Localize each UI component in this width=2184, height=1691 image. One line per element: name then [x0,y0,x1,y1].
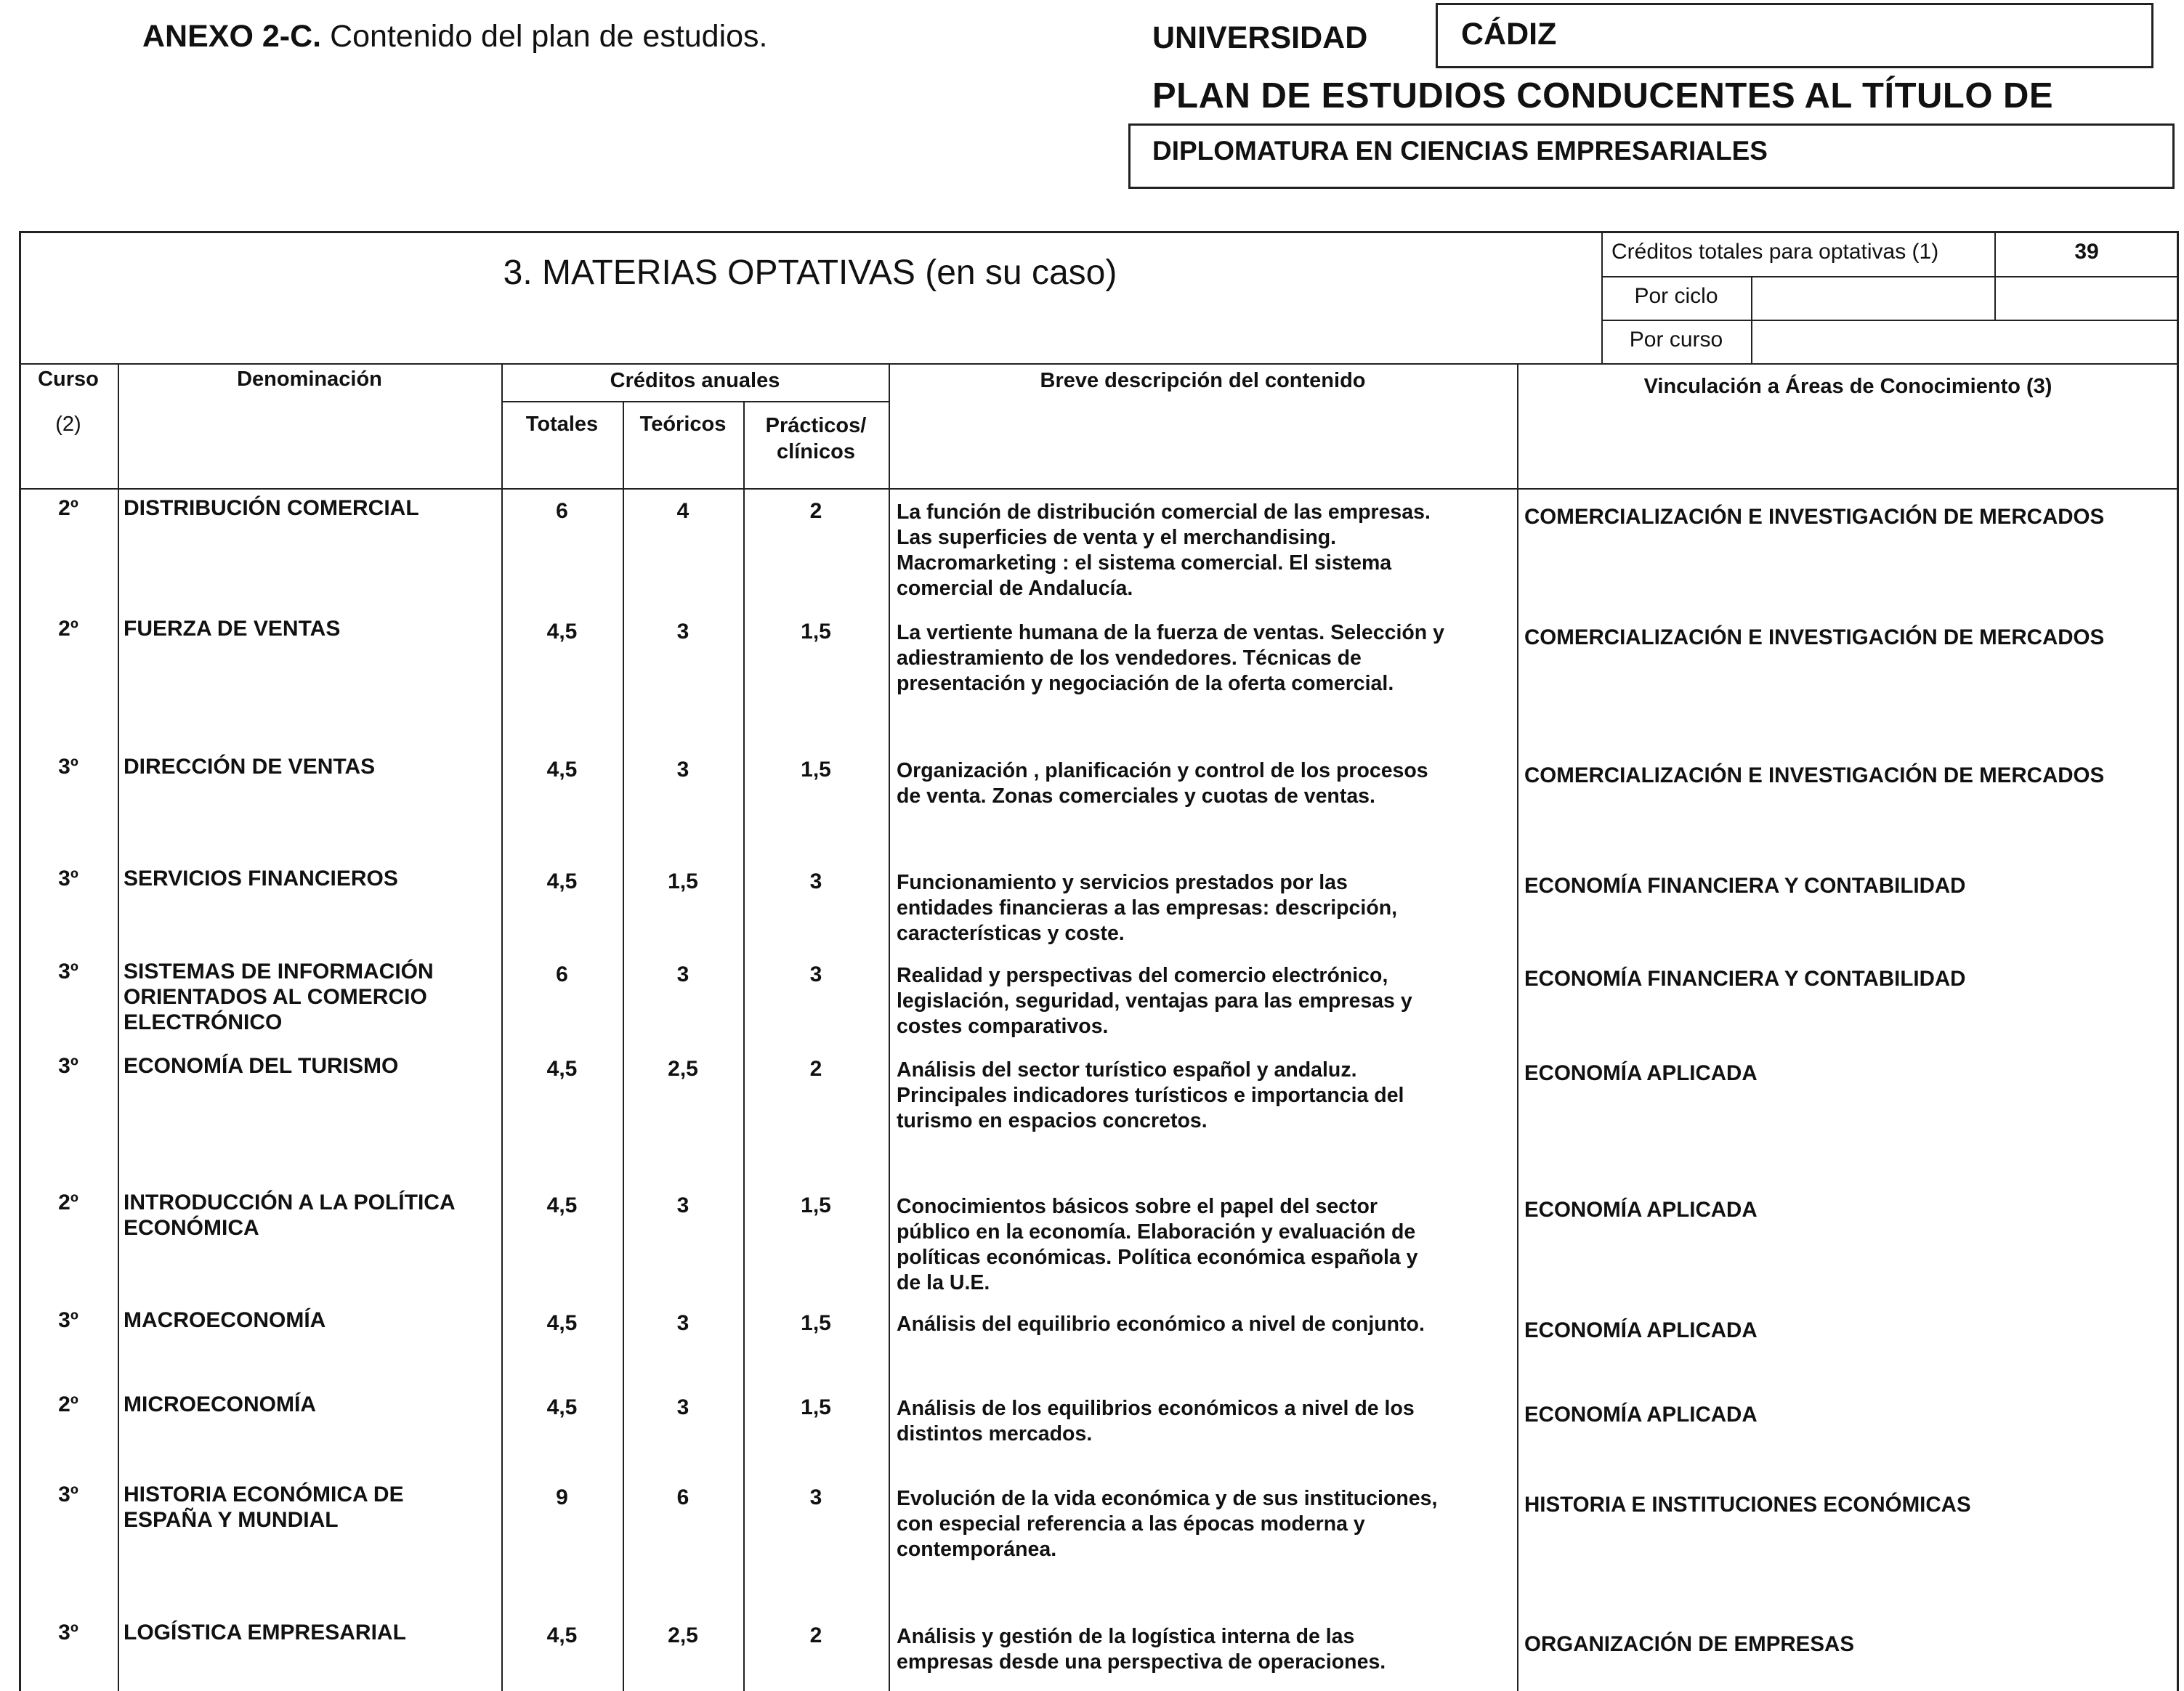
row-descripcion [897,1624,1514,1675]
row-descripcion [897,1312,1514,1337]
row-descripcion-line: Las superficies de venta y el merchandising. [897,526,1337,549]
grid-line [1994,276,1996,320]
row-denominacion [124,959,494,1035]
university-label: UNIVERSIDAD [1152,20,1368,55]
row-descripcion-line: Evolución de la vida económica y de sus instituciones, [897,1487,1438,1510]
row-descripcion-line: políticas económicas. Política económica española y [897,1246,1418,1269]
row-area-conocimiento: HISTORIA E INSTITUCIONES ECONÓMICAS [1524,1493,1971,1517]
row-creditos-teoricos: 1,5 [668,869,698,893]
annex-text: Contenido del plan de estudios. [330,19,768,54]
row-denominacion-line: MACROECONOMÍA [124,1308,326,1332]
row-denominacion-line: DISTRIBUCIÓN COMERCIAL [124,496,419,520]
row-descripcion-line: presentación y negociación de la oferta comercial. [897,672,1394,695]
row-area-conocimiento: COMERCIALIZACIÓN E INVESTIGACIÓN DE MERCADOS [1524,625,2105,649]
grid-line [501,401,889,402]
row-curso: 2º [58,496,78,520]
row-descripcion-line: Realidad y perspectivas del comercio electrónico, [897,964,1388,987]
row-descripcion-line: contemporánea. [897,1538,1057,1561]
row-descripcion-line: Macromarketing : el sistema comercial. El sistema [897,551,1392,575]
row-creditos-practicos: 2 [809,1623,822,1647]
row-descripcion-line: empresas desde una perspectiva de operaciones. [897,1650,1386,1674]
per-course-label: Por curso [1629,328,1723,352]
row-creditos-practicos: 1,5 [801,1311,831,1335]
row-creditos-teoricos: 2,5 [668,1623,698,1647]
row-creditos-teoricos: 3 [676,1395,689,1419]
row-denominacion [124,866,494,891]
row-descripcion-line: legislación, seguridad, ventajas para las empresas y [897,989,1412,1013]
row-descripcion-line: Funcionamiento y servicios prestados por las [897,871,1348,894]
col-header-curso-note: (2) [55,413,81,436]
row-denominacion [124,1053,494,1079]
row-curso: 3º [58,867,78,891]
plan-title: PLAN DE ESTUDIOS CONDUCENTES AL TÍTULO DE [1152,76,2054,115]
row-creditos-practicos: 3 [809,1485,822,1509]
col-header-practicos-line2: clínicos [777,440,855,463]
row-creditos-practicos: 3 [809,962,822,986]
row-descripcion-line: Conocimientos básicos sobre el papel del sector [897,1195,1378,1218]
row-creditos-teoricos: 2,5 [668,1057,698,1081]
row-descripcion [897,1396,1514,1447]
row-creditos-teoricos: 6 [676,1485,689,1509]
row-curso: 3º [58,755,78,779]
row-denominacion [124,1190,494,1241]
row-curso: 3º [58,1621,78,1645]
degree-title-box [1128,123,2175,189]
university-value: CÁDIZ [1461,17,1557,52]
row-creditos-practicos: 1,5 [801,1193,831,1217]
row-denominacion-line: ORIENTADOS AL COMERCIO [124,985,427,1009]
row-denominacion-line: SERVICIOS FINANCIEROS [124,867,398,891]
row-descripcion [897,870,1514,946]
row-creditos-totales: 4,5 [546,1623,578,1647]
row-curso: 2º [58,1191,78,1214]
row-creditos-teoricos: 3 [676,758,689,782]
row-descripcion-line: características y coste. [897,922,1125,945]
row-creditos-practicos: 3 [809,869,822,893]
row-denominacion-line: INTRODUCCIÓN A LA POLÍTICA [124,1191,456,1214]
col-header-practicos-line1: Prácticos/ [765,414,867,437]
row-denominacion [124,495,494,521]
row-descripcion [897,1486,1514,1562]
annex-heading [142,19,768,54]
row-creditos-teoricos: 3 [676,620,689,644]
row-curso: 3º [58,1483,78,1507]
row-denominacion-line: SISTEMAS DE INFORMACIÓN [124,960,434,984]
row-denominacion-line: DIRECCIÓN DE VENTAS [124,755,376,779]
row-descripcion-line: Principales indicadores turísticos e importancia del [897,1084,1404,1107]
row-creditos-totales: 9 [556,1485,568,1509]
row-curso: 2º [58,1392,78,1416]
row-descripcion-line: comercial de Andalucía. [897,577,1133,600]
row-curso: 3º [58,960,78,984]
row-descripcion-line: Análisis del equilibrio económico a nivel de conjunto. [897,1313,1425,1336]
grid-line [19,363,2179,365]
col-header-vinculacion: Vinculación a Áreas de Conocimiento (3) [1643,375,2052,398]
row-descripcion [897,963,1514,1039]
row-descripcion-line: distintos mercados. [897,1422,1093,1445]
col-header-practicos [743,413,889,465]
row-denominacion [124,1392,494,1417]
row-denominacion-line: ECONOMÍA DEL TURISMO [124,1054,399,1078]
row-descripcion [897,620,1514,697]
row-creditos-totales: 4,5 [546,1395,578,1419]
total-credits-label: Créditos totales para optativas (1) [1611,240,1939,264]
university-box [1436,3,2153,68]
row-area-conocimiento: ECONOMÍA APLICADA [1524,1061,1758,1085]
row-descripcion-line: La función de distribución comercial de las empresas. [897,500,1431,524]
row-creditos-totales: 6 [556,962,568,986]
row-curso: 3º [58,1308,78,1332]
degree-title-value: DIPLOMATURA EN CIENCIAS EMPRESARIALES [1152,136,1768,166]
row-area-conocimiento: ECONOMÍA APLICADA [1524,1403,1758,1427]
row-area-conocimiento: ECONOMÍA APLICADA [1524,1318,1758,1342]
row-creditos-totales: 4,5 [546,758,578,782]
row-descripcion [897,1058,1514,1134]
section-title: 3. MATERIAS OPTATIVAS (en su caso) [503,254,1117,292]
row-descripcion-line: Análisis del sector turístico español y andaluz. [897,1058,1357,1082]
total-credits-value: 39 [2074,240,2099,264]
row-denominacion-line: ESPAÑA Y MUNDIAL [124,1508,339,1532]
col-header-teoricos: Teóricos [639,413,727,436]
row-creditos-totales: 4,5 [546,1311,578,1335]
row-area-conocimiento: ECONOMÍA APLICADA [1524,1198,1758,1222]
row-descripcion-line: Organización , planificación y control de los procesos [897,759,1428,782]
row-creditos-totales: 4,5 [546,620,578,644]
row-descripcion-line: de venta. Zonas comerciales y cuotas de ventas. [897,784,1375,808]
row-denominacion-line: HISTORIA ECONÓMICA DE [124,1483,404,1507]
row-descripcion-line: costes comparativos. [897,1015,1109,1038]
row-denominacion-line: LOGÍSTICA EMPRESARIAL [124,1621,406,1645]
grid-line [19,488,2179,490]
row-denominacion-line: FUERZA DE VENTAS [124,617,341,641]
grid-line [118,363,119,1691]
row-area-conocimiento: ORGANIZACIÓN DE EMPRESAS [1524,1632,1855,1656]
row-denominacion-line: MICROECONOMÍA [124,1392,316,1416]
col-header-creditos-anuales: Créditos anuales [610,369,780,392]
row-denominacion-line: ECONÓMICA [124,1216,259,1240]
row-descripcion-line: turismo en espacios concretos. [897,1109,1208,1132]
row-denominacion [124,754,494,779]
row-creditos-practicos: 2 [809,499,822,523]
row-creditos-practicos: 2 [809,1057,822,1081]
row-creditos-totales: 4,5 [546,1193,578,1217]
row-creditos-practicos: 1,5 [801,1395,831,1419]
row-descripcion-line: de la U.E. [897,1271,990,1294]
row-denominacion [124,1482,494,1533]
col-header-denominacion: Denominación [237,368,382,391]
row-descripcion [897,500,1514,601]
row-denominacion [124,616,494,641]
row-descripcion-line: público en la economía. Elaboración y evaluación de [897,1220,1416,1244]
per-cycle-label: Por ciclo [1634,284,1718,308]
row-area-conocimiento: ECONOMÍA FINANCIERA Y CONTABILIDAD [1524,967,1966,991]
row-descripcion [897,758,1514,809]
row-creditos-practicos: 1,5 [801,758,831,782]
row-creditos-teoricos: 3 [676,962,689,986]
row-curso: 2º [58,617,78,641]
row-descripcion-line: Análisis y gestión de la logística interna de las [897,1625,1355,1648]
row-creditos-practicos: 1,5 [801,620,831,644]
row-descripcion-line: entidades financieras a las empresas: descripción, [897,896,1398,920]
row-creditos-totales: 4,5 [546,1057,578,1081]
row-area-conocimiento: COMERCIALIZACIÓN E INVESTIGACIÓN DE MERCADOS [1524,505,2105,529]
row-creditos-totales: 4,5 [546,869,578,893]
col-header-curso: Curso [38,368,99,391]
row-denominacion-line: ELECTRÓNICO [124,1010,283,1034]
row-descripcion-line: Análisis de los equilibrios económicos a nivel de los [897,1397,1415,1420]
row-creditos-teoricos: 4 [676,499,689,523]
row-creditos-teoricos: 3 [676,1311,689,1335]
row-denominacion [124,1307,494,1333]
col-header-totales: Totales [525,413,599,436]
row-creditos-teoricos: 3 [676,1193,689,1217]
annex-label: ANEXO 2-C. [142,19,322,54]
row-area-conocimiento: COMERCIALIZACIÓN E INVESTIGACIÓN DE MERCADOS [1524,763,2105,787]
row-creditos-totales: 6 [556,499,568,523]
grid-line [1601,320,2179,321]
row-area-conocimiento: ECONOMÍA FINANCIERA Y CONTABILIDAD [1524,874,1966,898]
grid-line [1517,363,1518,1691]
row-descripcion-line: adiestramiento de los vendedores. Técnicas de [897,646,1362,670]
row-descripcion-line: La vertiente humana de la fuerza de ventas. Selección y [897,621,1444,644]
grid-line [1601,276,2179,277]
row-descripcion-line: con especial referencia a las épocas moderna y [897,1512,1365,1536]
row-descripcion [897,1194,1514,1296]
row-curso: 3º [58,1054,78,1078]
grid-line [889,363,890,1691]
col-header-descripcion: Breve descripción del contenido [1040,369,1366,392]
row-denominacion [124,1620,494,1645]
